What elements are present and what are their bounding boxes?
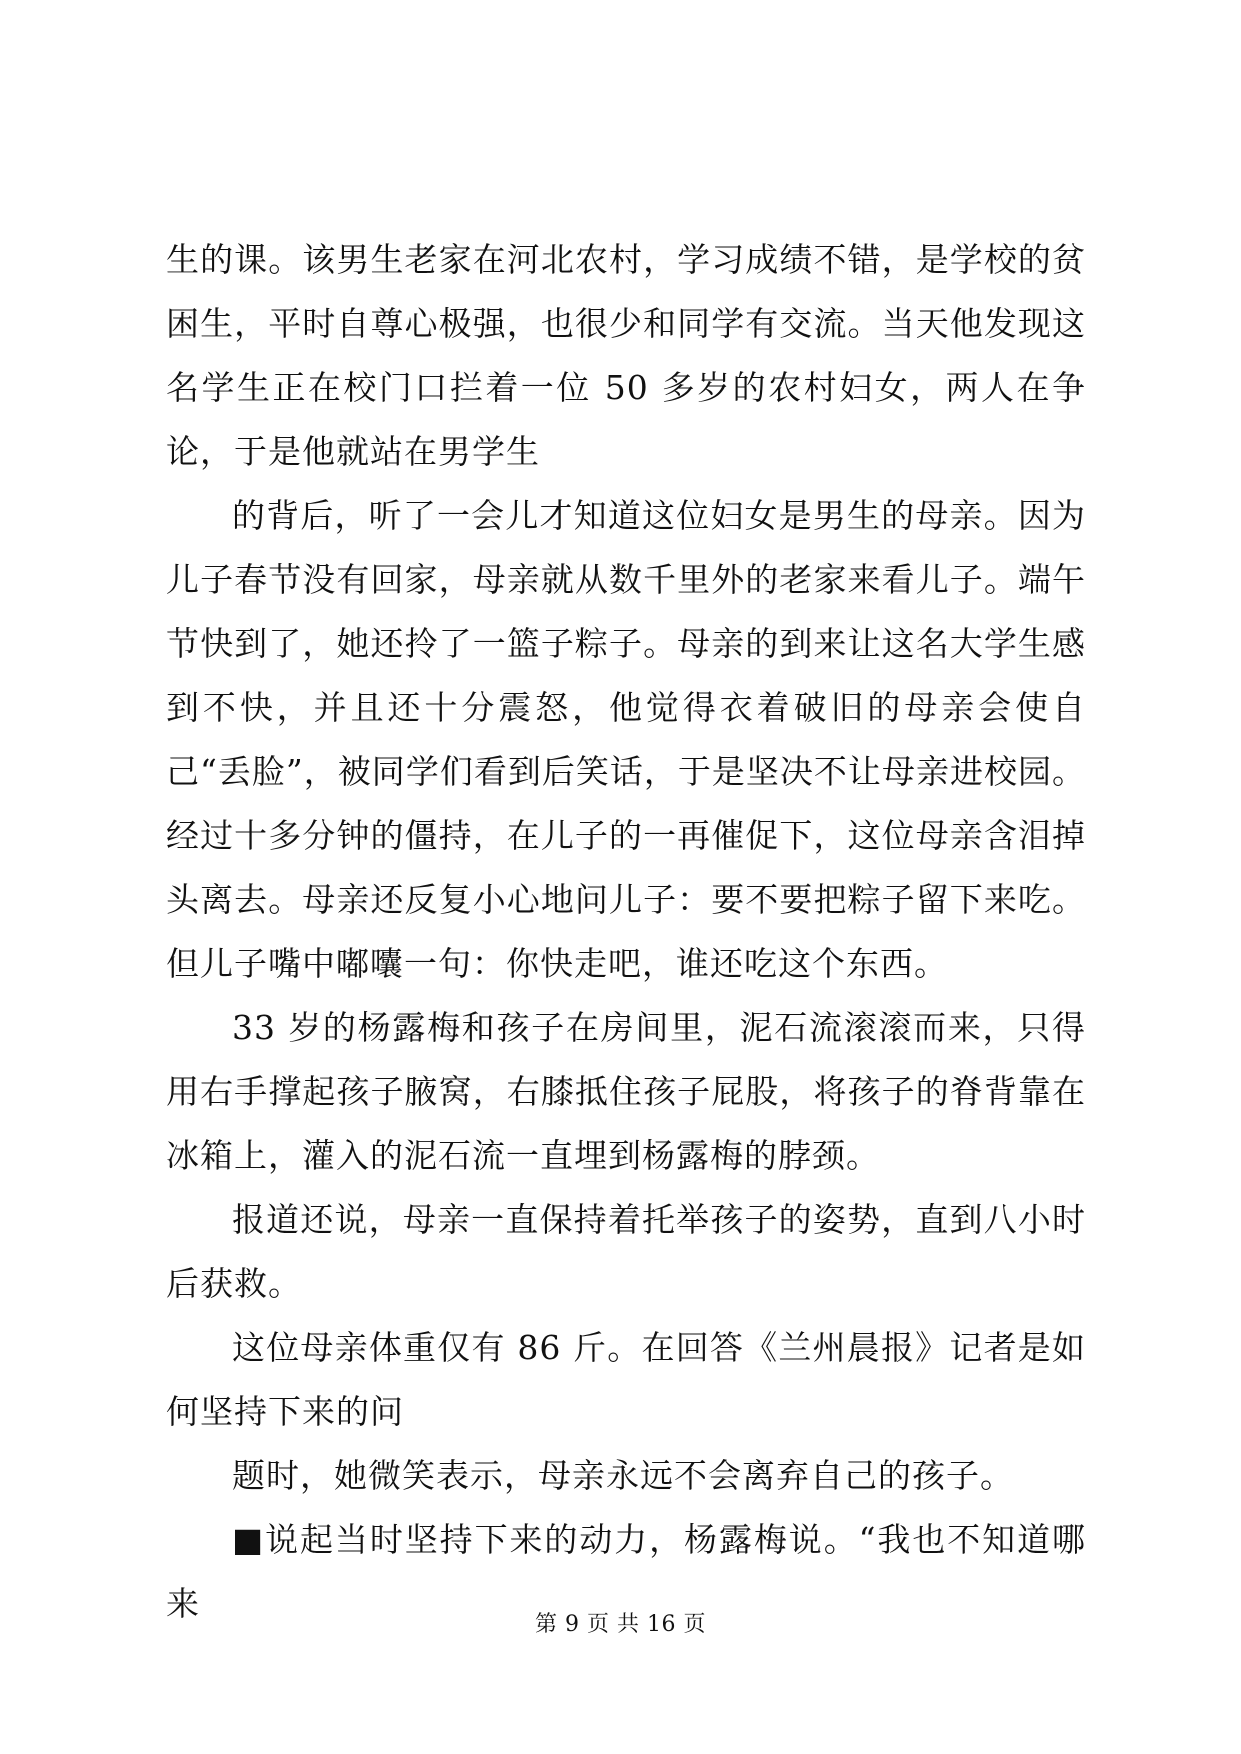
paragraph-2: 的背后，听了一会儿才知道这位妇女是男生的母亲。因为儿子春节没有回家，母亲就从数千里外的老家来看儿子。端午节快到了，她还拎了一篮子粽子。母亲的到来让这名大学生感到不快，并且还十分震怒，他觉得衣着破旧的母亲会使自己“丢脸”，被同学们看到后笑话，于是坚决不让母亲进校园。经过十多分钟的僵持，在儿子的一再催促下，这位母亲含泪掉头离去。母亲还反复小心地问儿子：要不要把粽子留下来吃。但儿子嘴中嘟囔一句：你快走吧，谁还吃这个东西。 (166, 496, 1086, 983)
page-number-footer: 第 9 页 共 16 页 (535, 1612, 706, 1637)
paragraph-5: 这位母亲体重仅有 86 斤。在回答《兰州晨报》记者是如何坚持下来的问 (166, 1328, 1086, 1431)
document-body (166, 228, 1086, 1636)
paragraph-1: 生的课。该男生老家在河北农村，学习成绩不错，是学校的贫困生，平时自尊心极强，也很少和同学有交流。当天他发现这名学生正在校门口拦着一位 50 多岁的农村妇女，两人在争论，于是他就站在男学生 (166, 240, 1086, 471)
paragraph-3: 33 岁的杨露梅和孩子在房间里，泥石流滚滚而来，只得用右手撑起孩子腋窝，右膝抵住孩子屁股，将孩子的脊背靠在冰箱上，灌入的泥石流一直埋到杨露梅的脖颈。 (166, 1008, 1086, 1175)
paragraph-6: 题时，她微笑表示，母亲永远不会离弃自己的孩子。 (232, 1456, 1014, 1495)
paragraph-7: ■说起当时坚持下来的动力，杨露梅说。“我也不知道哪来 (166, 1520, 1086, 1623)
paragraph-4: 报道还说，母亲一直保持着托举孩子的姿势，直到八小时后获救。 (166, 1200, 1086, 1303)
